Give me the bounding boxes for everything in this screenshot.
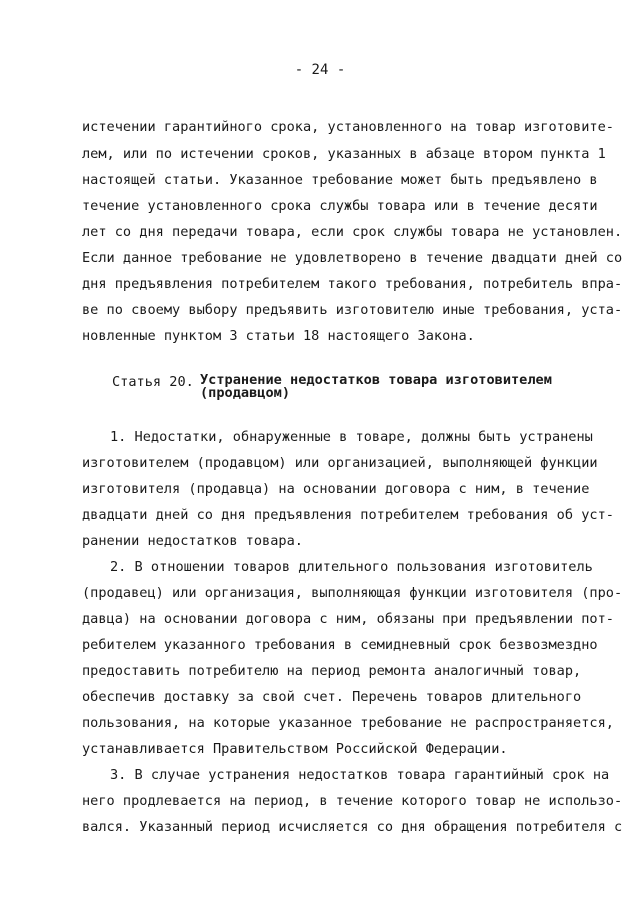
text-line: новленные пунктом 3 статьи 18 настоящего Закона. — [82, 328, 475, 344]
article-number: Статья 20. — [112, 374, 194, 390]
text-line: предоставить потребителю на период ремонта аналогичный товар, — [82, 663, 582, 679]
text-line: давца) на основании договора с ним, обязаны при предъявлении пот- — [82, 611, 614, 627]
text-line: истечении гарантийного срока, установленного на товар изготовите- — [82, 119, 614, 135]
text-line: устанавливается Правительством Российской Федерации. — [82, 741, 508, 757]
article-title — [200, 374, 552, 400]
text-line: двадцати дней со дня предъявления потребителем требования об уст- — [82, 507, 614, 523]
text-line: ранении недостатков товара. — [82, 533, 303, 549]
text-line: вался. Указанный период исчисляется со дня обращения потребителя с — [82, 819, 623, 835]
text-line: обеспечив доставку за свой счет. Перечень товаров длительного — [82, 689, 582, 705]
text-line: настоящей статьи. Указанное требование может быть предъявлено в — [82, 172, 598, 188]
text-line: ребителем указанного требования в семидневный срок безвозмездно — [82, 637, 598, 653]
page-number: - 24 - — [294, 62, 346, 78]
text-line: изготовителя (продавца) на основании договора с ним, в течение — [82, 481, 590, 497]
text-line: дня предъявления потребителем такого требования, потребитель впра- — [82, 276, 623, 292]
article-title-line: (продавцом) — [200, 385, 291, 401]
text-line: течение установленного срока службы товара или в течение десяти — [82, 198, 598, 214]
text-line: 2. В отношении товаров длительного пользования изготовитель — [110, 559, 593, 575]
text-line: 1. Недостатки, обнаруженные в товаре, должны быть устранены — [110, 429, 593, 445]
text-line: 3. В случае устранения недостатков товара гарантийный срок на — [110, 767, 610, 783]
text-line: лем, или по истечении сроков, указанных в абзаце втором пункта 1 — [82, 146, 606, 162]
text-line: пользования, на которые указанное требование не распространяется, — [82, 715, 614, 731]
text-line: изготовителем (продавцом) или организацией, выполняющей функции — [82, 455, 598, 471]
text-line: Если данное требование не удовлетворено в течение двадцати дней со — [82, 250, 623, 266]
article-title-line: Устранение недостатков товара изготовителем — [200, 372, 552, 388]
text-line: ве по своему выбору предъявить изготовителю иные требования, уста- — [82, 302, 623, 318]
text-line: лет со дня передачи товара, если срок службы товара не установлен. — [82, 224, 623, 240]
text-line: (продавец) или организация, выполняющая функции изготовителя (про- — [82, 585, 623, 601]
text-line: него продлевается на период, в течение которого товар не использо- — [82, 793, 623, 809]
